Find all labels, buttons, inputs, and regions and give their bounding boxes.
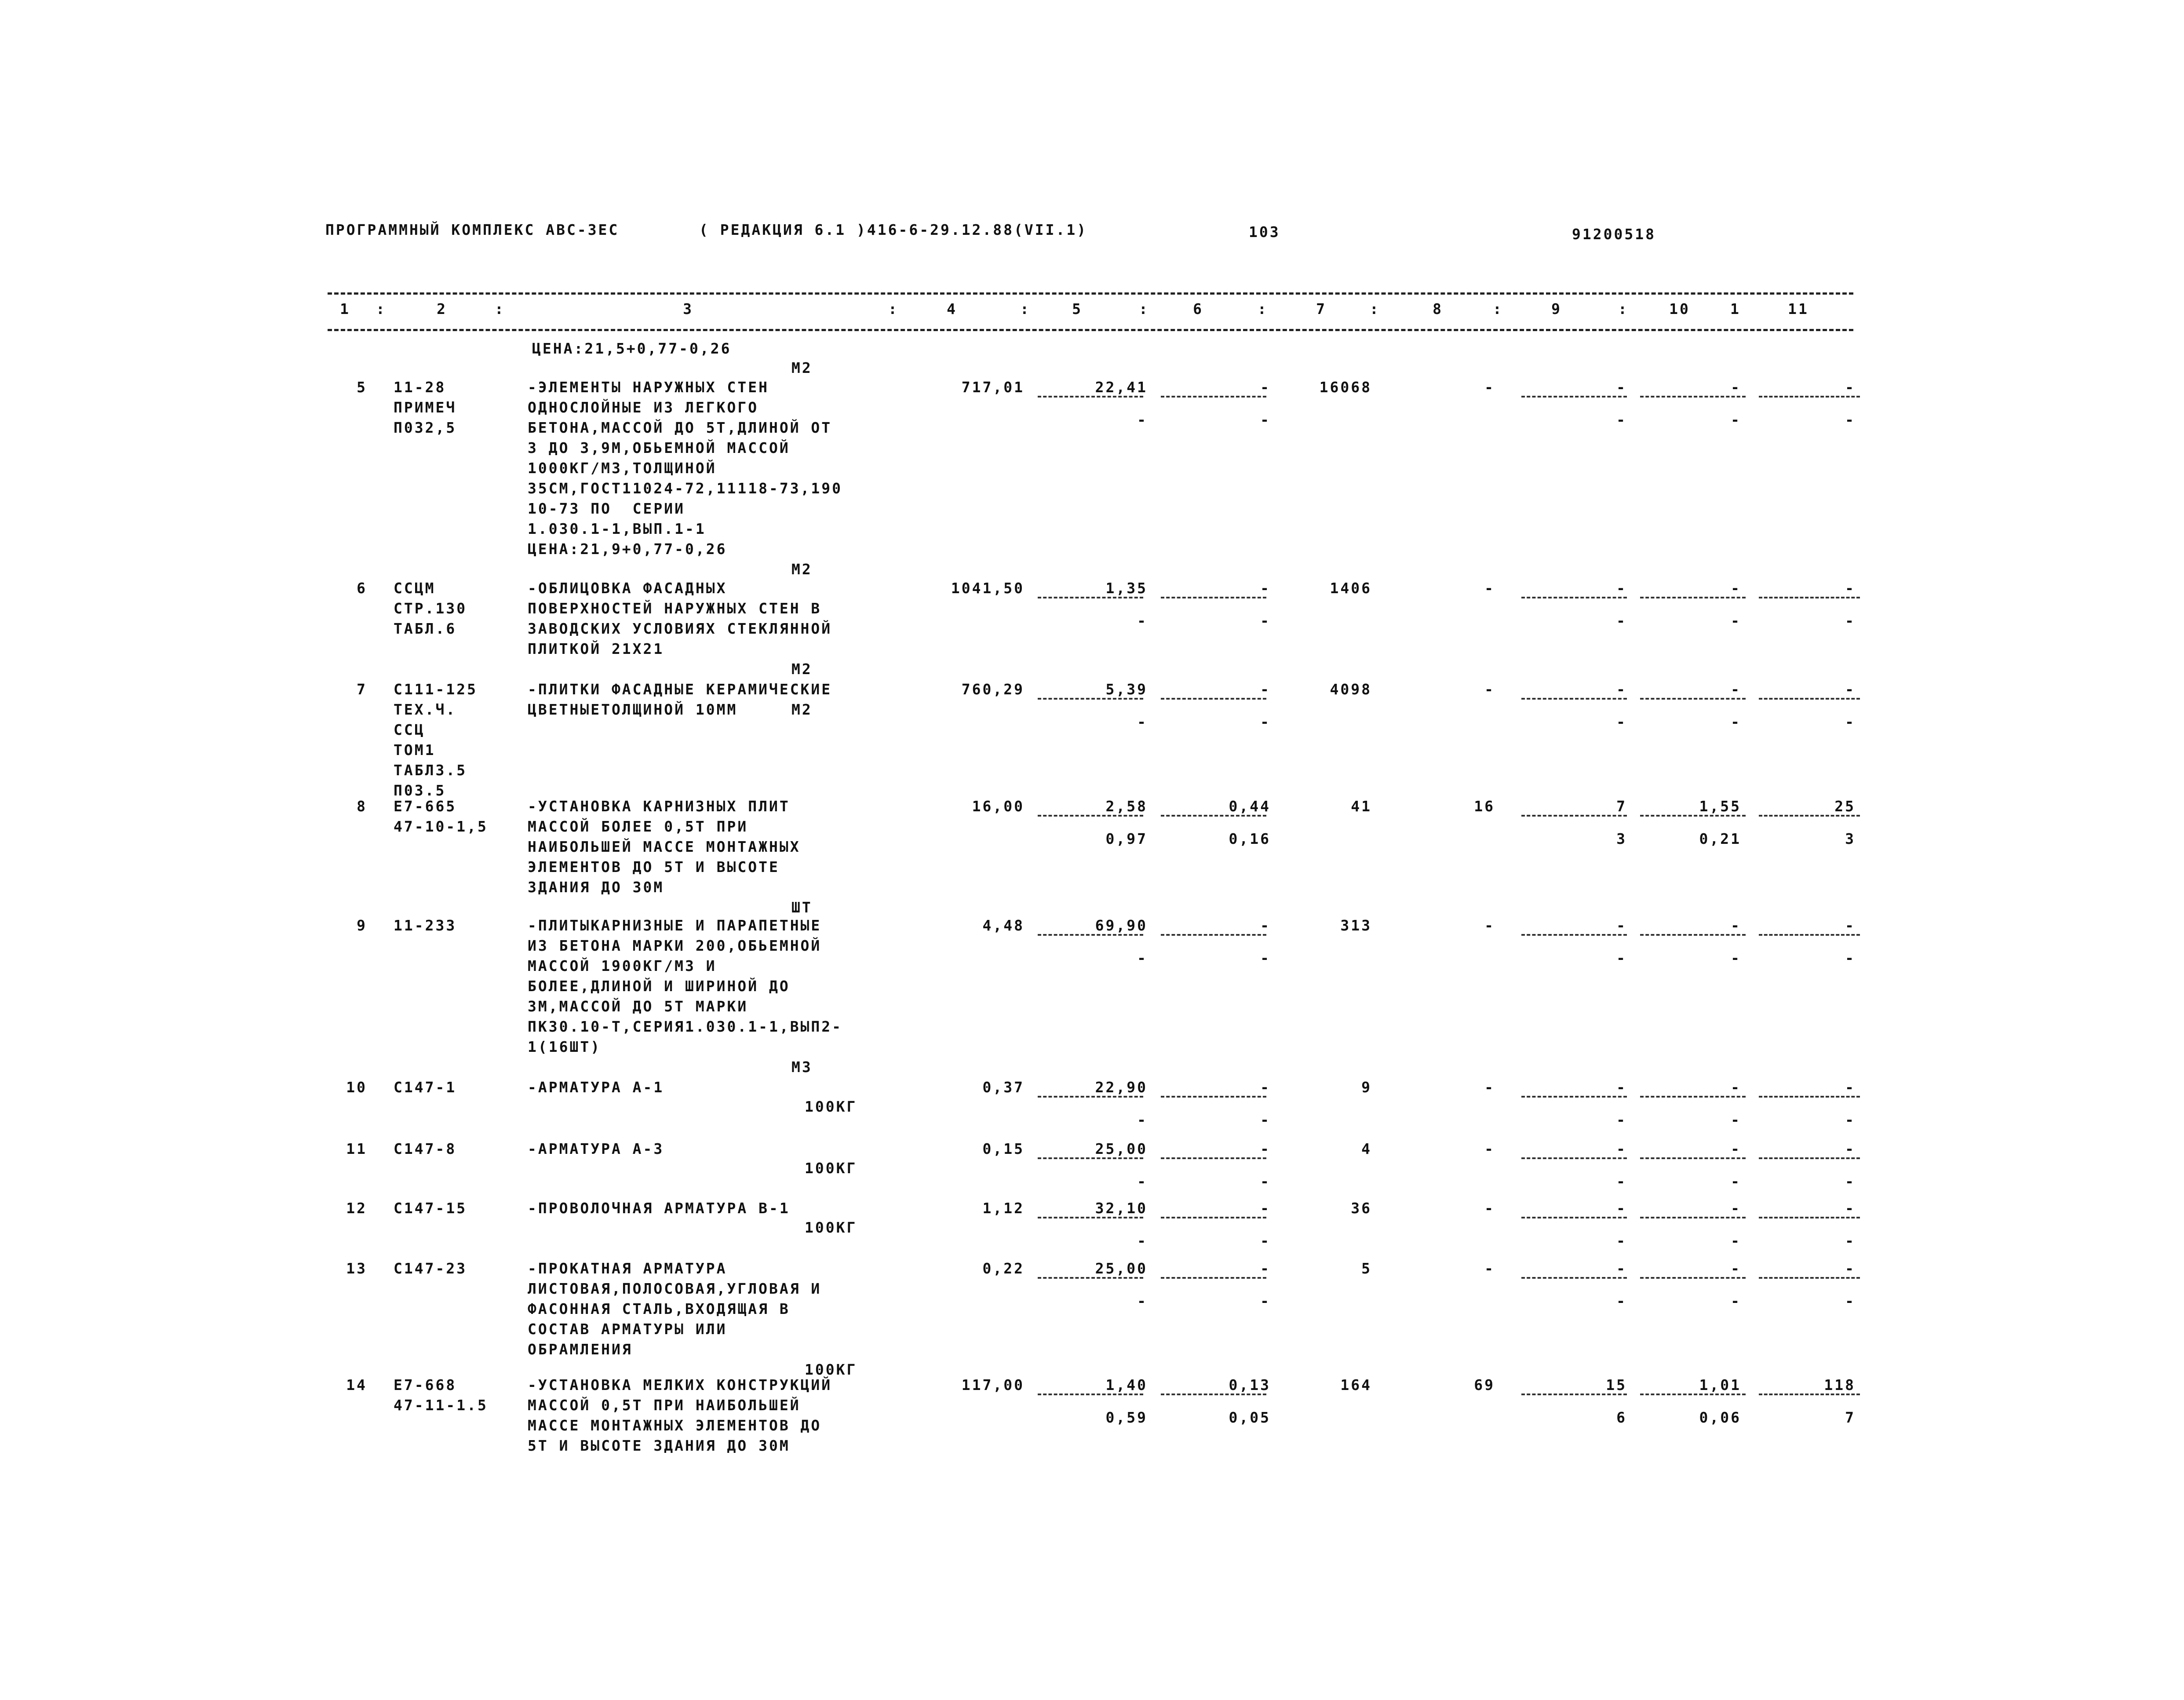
prev-unit: М2 bbox=[791, 359, 813, 376]
cell-col5: 25,00 bbox=[1095, 1140, 1148, 1157]
row-description: 1000КГ/М3,ТОЛЩИНОЙ bbox=[528, 460, 717, 477]
row-unit: М2 bbox=[791, 561, 813, 578]
cell-col5: 1,40 bbox=[1105, 1376, 1148, 1394]
header-bottom-rule bbox=[328, 329, 1853, 331]
row-description: 3М,МАССОЙ ДО 5Т МАРКИ bbox=[528, 998, 748, 1015]
cell-col6: - bbox=[1260, 1260, 1271, 1277]
row-description: СОСТАВ АРМАТУРЫ ИЛИ bbox=[528, 1321, 727, 1338]
col-sep: : bbox=[1618, 300, 1629, 317]
cell-col10: - bbox=[1731, 1260, 1741, 1277]
cell-rule bbox=[1161, 1157, 1266, 1159]
cell-col5: 1,35 bbox=[1105, 580, 1148, 597]
cell-col5-sub: - bbox=[1137, 612, 1148, 629]
col-header-4: 4 bbox=[947, 300, 957, 317]
cell-col5: 2,58 bbox=[1105, 798, 1148, 815]
cell-col10-sub: - bbox=[1731, 411, 1741, 428]
cell-quantity: 1041,50 bbox=[951, 580, 1025, 597]
cell-quantity: 0,15 bbox=[982, 1140, 1025, 1157]
cell-col9-sub: - bbox=[1616, 1292, 1627, 1310]
row-description: ПОВЕРХНОСТЕЙ НАРУЖНЫХ СТЕН В bbox=[528, 600, 822, 617]
cell-rule bbox=[1640, 1394, 1746, 1395]
cell-col9-sub: - bbox=[1616, 1232, 1627, 1249]
program-title: ПРОГРАММНЫЙ КОМПЛЕКС АВС-3ЕС bbox=[325, 221, 620, 238]
cell-col7: 164 bbox=[1340, 1376, 1372, 1394]
cell-col6-sub: - bbox=[1260, 1292, 1271, 1310]
row-code: 11-233 bbox=[394, 917, 457, 934]
cell-col9: - bbox=[1616, 917, 1627, 934]
cell-quantity: 1,12 bbox=[982, 1200, 1025, 1217]
cell-rule bbox=[1038, 597, 1143, 598]
row-code: С147-23 bbox=[394, 1260, 467, 1277]
cell-col11-sub: - bbox=[1845, 1111, 1856, 1128]
cell-col6: - bbox=[1260, 681, 1271, 698]
row-unit: ШТ bbox=[791, 899, 813, 916]
cell-rule bbox=[1640, 396, 1746, 398]
row-number: 5 bbox=[357, 379, 367, 396]
cell-rule bbox=[1521, 1277, 1627, 1279]
prev-price: ЦЕНА:21,5+0,77-0,26 bbox=[532, 340, 732, 357]
header-top-rule bbox=[328, 292, 1853, 295]
cell-col7: 4 bbox=[1361, 1140, 1372, 1157]
cell-rule bbox=[1038, 1277, 1143, 1279]
cell-col5: 25,00 bbox=[1095, 1260, 1148, 1277]
row-description: МАССЕ МОНТАЖНЫХ ЭЛЕМЕНТОВ ДО bbox=[528, 1417, 822, 1434]
row-code: П03.5 bbox=[394, 782, 446, 799]
row-number: 6 bbox=[357, 580, 367, 597]
edition-label: ( РЕДАКЦИЯ 6.1 )416-6-29.12.88(VII.1) bbox=[699, 221, 1088, 238]
cell-rule bbox=[1038, 396, 1143, 398]
cell-rule bbox=[1640, 1277, 1746, 1279]
cell-col9-sub: - bbox=[1616, 949, 1627, 967]
cell-col5-sub: - bbox=[1137, 1292, 1148, 1310]
row-description: 35СМ,ГОСТ11024-72,11118-73,190 bbox=[528, 480, 843, 497]
cell-col11: - bbox=[1845, 681, 1856, 698]
cell-col11-sub: - bbox=[1845, 1232, 1856, 1249]
page-number: 103 bbox=[1249, 223, 1280, 241]
cell-col5: 32,10 bbox=[1095, 1200, 1148, 1217]
cell-col9: - bbox=[1616, 681, 1627, 698]
row-number: 14 bbox=[346, 1376, 367, 1394]
cell-col7: 5 bbox=[1361, 1260, 1372, 1277]
document-code: 91200518 bbox=[1572, 226, 1656, 243]
col-header-3: 3 bbox=[683, 300, 693, 317]
col-sep: : bbox=[1139, 300, 1149, 317]
cell-rule bbox=[1521, 1217, 1627, 1218]
row-description: МАССОЙ 0,5Т ПРИ НАИБОЛЬШЕЙ bbox=[528, 1397, 801, 1414]
cell-col10-sub: 0,06 bbox=[1699, 1409, 1741, 1426]
cell-rule bbox=[1640, 815, 1746, 817]
cell-col10-sub: - bbox=[1731, 612, 1741, 629]
cell-col5-sub: - bbox=[1137, 1111, 1148, 1128]
cell-col7: 313 bbox=[1340, 917, 1372, 934]
row-unit: 100КГ bbox=[805, 1361, 857, 1378]
row-description: -УСТАНОВКА КАРНИЗНЫХ ПЛИТ bbox=[528, 798, 790, 815]
cell-col9: - bbox=[1616, 379, 1627, 396]
col-sep: : bbox=[1493, 300, 1503, 317]
cell-rule bbox=[1640, 597, 1746, 598]
row-description: -АРМАТУРА А-1 bbox=[528, 1079, 664, 1096]
cell-rule bbox=[1759, 597, 1860, 598]
cell-col6: - bbox=[1260, 379, 1271, 396]
cell-rule bbox=[1161, 597, 1266, 598]
row-unit: М3 bbox=[791, 1058, 813, 1076]
cell-col6: 0,44 bbox=[1229, 798, 1271, 815]
row-description: ПЛИТКОЙ 21Х21 bbox=[528, 640, 664, 657]
cell-rule bbox=[1640, 1096, 1746, 1098]
cell-rule bbox=[1521, 1394, 1627, 1395]
cell-col11-sub: - bbox=[1845, 612, 1856, 629]
row-description: -ПЛИТЫКАРНИЗНЫЕ И ПАРАПЕТНЫЕ bbox=[528, 917, 822, 934]
cell-rule bbox=[1521, 698, 1627, 700]
cell-col9-sub: - bbox=[1616, 612, 1627, 629]
row-description: -УСТАНОВКА МЕЛКИХ КОНСТРУКЦИЙ bbox=[528, 1376, 832, 1394]
cell-rule bbox=[1161, 396, 1266, 398]
col-sep: : bbox=[376, 300, 386, 317]
cell-col11-sub: 3 bbox=[1845, 830, 1856, 847]
cell-col6: - bbox=[1260, 1079, 1271, 1096]
row-code: ТОМ1 bbox=[394, 741, 436, 759]
cell-rule bbox=[1161, 1217, 1266, 1218]
cell-col6-sub: - bbox=[1260, 949, 1271, 967]
cell-col10-sub: - bbox=[1731, 1292, 1741, 1310]
col-header-7: 7 bbox=[1316, 300, 1327, 317]
row-description: БЕТОНА,МАССОЙ ДО 5Т,ДЛИНОЙ ОТ bbox=[528, 419, 832, 436]
cell-rule bbox=[1640, 1157, 1746, 1159]
cell-col8: 16 bbox=[1474, 798, 1495, 815]
cell-col9: - bbox=[1616, 580, 1627, 597]
cell-rule bbox=[1640, 1217, 1746, 1218]
row-code: 47-10-1,5 bbox=[394, 818, 488, 835]
col-header-11: 11 bbox=[1788, 300, 1809, 317]
row-code: С147-15 bbox=[394, 1200, 467, 1217]
cell-col9: - bbox=[1616, 1079, 1627, 1096]
cell-quantity: 117,00 bbox=[961, 1376, 1025, 1394]
row-code: ТЕХ.Ч. bbox=[394, 701, 457, 718]
cell-col5-sub: 0,59 bbox=[1105, 1409, 1148, 1426]
cell-rule bbox=[1759, 1157, 1860, 1159]
row-code: ТАБЛ.6 bbox=[394, 620, 457, 637]
row-description: ОДНОСЛОЙНЫЕ ИЗ ЛЕГКОГО bbox=[528, 399, 759, 416]
row-unit: 100КГ bbox=[805, 1219, 857, 1236]
cell-col6-sub: 0,05 bbox=[1229, 1409, 1271, 1426]
cell-rule bbox=[1038, 1217, 1143, 1218]
row-description: МАССОЙ БОЛЕЕ 0,5Т ПРИ bbox=[528, 818, 748, 835]
cell-col11-sub: - bbox=[1845, 1173, 1856, 1190]
col-header-1: 1 bbox=[340, 300, 350, 317]
col-header-6: 6 bbox=[1193, 300, 1203, 317]
cell-rule bbox=[1038, 1096, 1143, 1098]
row-number: 7 bbox=[357, 681, 367, 698]
row-description: 1.030.1-1,ВЫП.1-1 bbox=[528, 520, 706, 537]
cell-col6: - bbox=[1260, 580, 1271, 597]
row-description: 1(16ШТ) bbox=[528, 1038, 602, 1055]
cell-col6: - bbox=[1260, 1200, 1271, 1217]
cell-col6: 0,13 bbox=[1229, 1376, 1271, 1394]
cell-col5: 5,39 bbox=[1105, 681, 1148, 698]
col-sep: : bbox=[1370, 300, 1380, 317]
cell-col5: 22,90 bbox=[1095, 1079, 1148, 1096]
cell-col8: - bbox=[1484, 1079, 1495, 1096]
cell-rule bbox=[1759, 1277, 1860, 1279]
cell-col11: 25 bbox=[1834, 798, 1856, 815]
cell-col10-sub: - bbox=[1731, 713, 1741, 730]
col-sep: : bbox=[1258, 300, 1268, 317]
cell-col9: - bbox=[1616, 1200, 1627, 1217]
cell-rule bbox=[1161, 815, 1266, 817]
cell-col5-sub: - bbox=[1137, 411, 1148, 428]
cell-rule bbox=[1759, 934, 1860, 936]
row-code: С111-125 bbox=[394, 681, 478, 698]
cell-col10: - bbox=[1731, 580, 1741, 597]
cell-col10-sub: - bbox=[1731, 1232, 1741, 1249]
cell-col8: 69 bbox=[1474, 1376, 1495, 1394]
cell-col11-sub: - bbox=[1845, 1292, 1856, 1310]
cell-col11: - bbox=[1845, 1260, 1856, 1277]
cell-col8: - bbox=[1484, 1200, 1495, 1217]
cell-col9-sub: - bbox=[1616, 411, 1627, 428]
cell-col11: - bbox=[1845, 1140, 1856, 1157]
cell-col5-sub: - bbox=[1137, 1173, 1148, 1190]
row-number: 11 bbox=[346, 1140, 367, 1157]
cell-col6: - bbox=[1260, 917, 1271, 934]
cell-col10: - bbox=[1731, 1200, 1741, 1217]
cell-col6: - bbox=[1260, 1140, 1271, 1157]
cell-col10-sub: - bbox=[1731, 949, 1741, 967]
cell-rule bbox=[1038, 815, 1143, 817]
cell-col7: 4098 bbox=[1330, 681, 1372, 698]
cell-col5: 22,41 bbox=[1095, 379, 1148, 396]
cell-rule bbox=[1038, 934, 1143, 936]
cell-col10: - bbox=[1731, 1140, 1741, 1157]
row-number: 9 bbox=[357, 917, 367, 934]
cell-col7: 9 bbox=[1361, 1079, 1372, 1096]
cell-col11-sub: - bbox=[1845, 411, 1856, 428]
row-code: П032,5 bbox=[394, 419, 457, 436]
cell-col7: 16068 bbox=[1319, 379, 1372, 396]
row-description: ФАСОННАЯ СТАЛЬ,ВХОДЯЩАЯ В bbox=[528, 1300, 790, 1317]
row-description: ЦЕНА:21,9+0,77-0,26 bbox=[528, 540, 727, 558]
cell-col11: 118 bbox=[1824, 1376, 1856, 1394]
cell-col9-sub: - bbox=[1616, 1111, 1627, 1128]
cell-col8: - bbox=[1484, 681, 1495, 698]
row-description: -ПРОВОЛОЧНАЯ АРМАТУРА В-1 bbox=[528, 1200, 790, 1217]
row-description: ПК30.10-Т,СЕРИЯ1.030.1-1,ВЫП2- bbox=[528, 1018, 843, 1035]
cell-rule bbox=[1161, 1096, 1266, 1098]
cell-col5-sub: - bbox=[1137, 713, 1148, 730]
row-description: -ОБЛИЦОВКА ФАСАДНЫХ bbox=[528, 580, 727, 597]
col-header-8: 8 bbox=[1433, 300, 1443, 317]
cell-rule bbox=[1038, 1157, 1143, 1159]
row-description: ЭЛЕМЕНТОВ ДО 5Т И ВЫСОТЕ bbox=[528, 858, 780, 876]
cell-col9-sub: 3 bbox=[1616, 830, 1627, 847]
cell-rule bbox=[1038, 1394, 1143, 1395]
col-header-10: 10 bbox=[1669, 300, 1690, 317]
cell-rule bbox=[1759, 698, 1860, 700]
cell-col11: - bbox=[1845, 580, 1856, 597]
cell-rule bbox=[1161, 1277, 1266, 1279]
row-number: 13 bbox=[346, 1260, 367, 1277]
cell-quantity: 717,01 bbox=[961, 379, 1025, 396]
cell-col11-sub: - bbox=[1845, 949, 1856, 967]
cell-col8: - bbox=[1484, 1260, 1495, 1277]
cell-col6-sub: - bbox=[1260, 612, 1271, 629]
cell-col7: 1406 bbox=[1330, 580, 1372, 597]
row-code: 11-28 bbox=[394, 379, 446, 396]
cell-quantity: 16,00 bbox=[972, 798, 1025, 815]
row-unit: 100КГ bbox=[805, 1098, 857, 1115]
cell-col10: - bbox=[1731, 379, 1741, 396]
cell-col9: - bbox=[1616, 1140, 1627, 1157]
row-description: ЗДАНИЯ ДО 30М bbox=[528, 879, 664, 896]
cell-quantity: 0,37 bbox=[982, 1079, 1025, 1096]
cell-col6-sub: - bbox=[1260, 1173, 1271, 1190]
cell-col8: - bbox=[1484, 580, 1495, 597]
cell-col9: - bbox=[1616, 1260, 1627, 1277]
cell-col10: 1,55 bbox=[1699, 798, 1741, 815]
row-code: СТР.130 bbox=[394, 600, 467, 617]
row-code: ССЦМ bbox=[394, 580, 436, 597]
row-number: 8 bbox=[357, 798, 367, 815]
row-description: -ЭЛЕМЕНТЫ НАРУЖНЫХ СТЕН bbox=[528, 379, 769, 396]
cell-col11: - bbox=[1845, 379, 1856, 396]
row-unit: 100КГ bbox=[805, 1160, 857, 1177]
cell-col7: 41 bbox=[1351, 798, 1372, 815]
cell-col11-sub: 7 bbox=[1845, 1409, 1856, 1426]
row-description: МАССОЙ 1900КГ/М3 И bbox=[528, 957, 717, 974]
row-description: ОБРАМЛЕНИЯ bbox=[528, 1341, 633, 1358]
row-description: 10-73 ПО СЕРИИ bbox=[528, 500, 685, 517]
cell-col9-sub: 6 bbox=[1616, 1409, 1627, 1426]
cell-col9-sub: - bbox=[1616, 713, 1627, 730]
row-code: ПРИМЕЧ bbox=[394, 399, 457, 416]
cell-rule bbox=[1759, 1217, 1860, 1218]
cell-rule bbox=[1759, 1096, 1860, 1098]
cell-col7: 36 bbox=[1351, 1200, 1372, 1217]
row-code: С147-8 bbox=[394, 1140, 457, 1157]
cell-rule bbox=[1759, 396, 1860, 398]
cell-col11: - bbox=[1845, 917, 1856, 934]
cell-col11: - bbox=[1845, 1079, 1856, 1096]
cell-col6-sub: 0,16 bbox=[1229, 830, 1271, 847]
col-header-2: 2 bbox=[437, 300, 447, 317]
cell-quantity: 0,22 bbox=[982, 1260, 1025, 1277]
row-description: 5Т И ВЫСОТЕ ЗДАНИЯ ДО 30М bbox=[528, 1437, 790, 1454]
col-sep: : bbox=[888, 300, 899, 317]
cell-col6-sub: - bbox=[1260, 1111, 1271, 1128]
cell-col10: - bbox=[1731, 681, 1741, 698]
cell-rule bbox=[1521, 597, 1627, 598]
row-code: Е7-668 bbox=[394, 1376, 457, 1394]
row-description: ИЗ БЕТОНА МАРКИ 200,ОБЬЕМНОЙ bbox=[528, 937, 822, 954]
row-description: БОЛЕЕ,ДЛИНОЙ И ШИРИНОЙ ДО bbox=[528, 978, 790, 995]
cell-quantity: 4,48 bbox=[982, 917, 1025, 934]
cell-col10-sub: - bbox=[1731, 1173, 1741, 1190]
cell-col5-sub: 0,97 bbox=[1105, 830, 1148, 847]
row-description: -АРМАТУРА А-3 bbox=[528, 1140, 664, 1157]
cell-col10-sub: - bbox=[1731, 1111, 1741, 1128]
cell-col6-sub: - bbox=[1260, 1232, 1271, 1249]
cell-col9: 15 bbox=[1606, 1376, 1627, 1394]
cell-col11: - bbox=[1845, 1200, 1856, 1217]
row-description: ЦВЕТНЫЕТОЛЩИНОЙ 10ММ bbox=[528, 701, 738, 718]
cell-col8: - bbox=[1484, 1140, 1495, 1157]
cell-col9-sub: - bbox=[1616, 1173, 1627, 1190]
row-description: НАИБОЛЬШЕЙ МАССЕ МОНТАЖНЫХ bbox=[528, 838, 801, 855]
cell-col11-sub: - bbox=[1845, 713, 1856, 730]
row-description: -ПЛИТКИ ФАСАДНЫЕ КЕРАМИЧЕСКИЕ bbox=[528, 681, 832, 698]
row-description: ЗАВОДСКИХ УСЛОВИЯХ СТЕКЛЯННОЙ bbox=[528, 620, 832, 637]
cell-rule bbox=[1521, 1096, 1627, 1098]
col-sep: : bbox=[495, 300, 505, 317]
row-code: С147-1 bbox=[394, 1079, 457, 1096]
cell-rule bbox=[1759, 815, 1860, 817]
cell-rule bbox=[1038, 698, 1143, 700]
cell-rule bbox=[1759, 1394, 1860, 1395]
cell-col8: - bbox=[1484, 379, 1495, 396]
cell-col5: 69,90 bbox=[1095, 917, 1148, 934]
row-unit: М2 bbox=[791, 701, 813, 718]
cell-col9: 7 bbox=[1616, 798, 1627, 815]
cell-rule bbox=[1521, 396, 1627, 398]
row-number: 10 bbox=[346, 1079, 367, 1096]
cell-col10: 1,01 bbox=[1699, 1376, 1741, 1394]
cell-col5-sub: - bbox=[1137, 949, 1148, 967]
row-code: ССЦ bbox=[394, 721, 425, 738]
row-description: -ПРОКАТНАЯ АРМАТУРА bbox=[528, 1260, 727, 1277]
cell-col5-sub: - bbox=[1137, 1232, 1148, 1249]
row-description: ЛИСТОВАЯ,ПОЛОСОВАЯ,УГЛОВАЯ И bbox=[528, 1280, 822, 1297]
cell-rule bbox=[1161, 1394, 1266, 1395]
cell-col10: - bbox=[1731, 917, 1741, 934]
col-sep: 1 bbox=[1730, 300, 1741, 317]
col-sep: : bbox=[1020, 300, 1031, 317]
cell-col10-sub: 0,21 bbox=[1699, 830, 1741, 847]
row-unit: М2 bbox=[791, 660, 813, 678]
cell-rule bbox=[1521, 1157, 1627, 1159]
cell-col10: - bbox=[1731, 1079, 1741, 1096]
cell-col8: - bbox=[1484, 917, 1495, 934]
row-code: Е7-665 bbox=[394, 798, 457, 815]
col-header-9: 9 bbox=[1551, 300, 1562, 317]
row-description: 3 ДО 3,9М,ОБЬЕМНОЙ МАССОЙ bbox=[528, 439, 790, 456]
row-code: 47-11-1.5 bbox=[394, 1397, 488, 1414]
row-number: 12 bbox=[346, 1200, 367, 1217]
cell-rule bbox=[1521, 815, 1627, 817]
cell-rule bbox=[1161, 934, 1266, 936]
cell-rule bbox=[1521, 934, 1627, 936]
cell-rule bbox=[1640, 698, 1746, 700]
row-code: ТАБЛ3.5 bbox=[394, 762, 467, 779]
cell-col6-sub: - bbox=[1260, 411, 1271, 428]
cell-quantity: 760,29 bbox=[961, 681, 1025, 698]
cell-rule bbox=[1161, 698, 1266, 700]
cell-col6-sub: - bbox=[1260, 713, 1271, 730]
cell-rule bbox=[1640, 934, 1746, 936]
col-header-5: 5 bbox=[1072, 300, 1083, 317]
